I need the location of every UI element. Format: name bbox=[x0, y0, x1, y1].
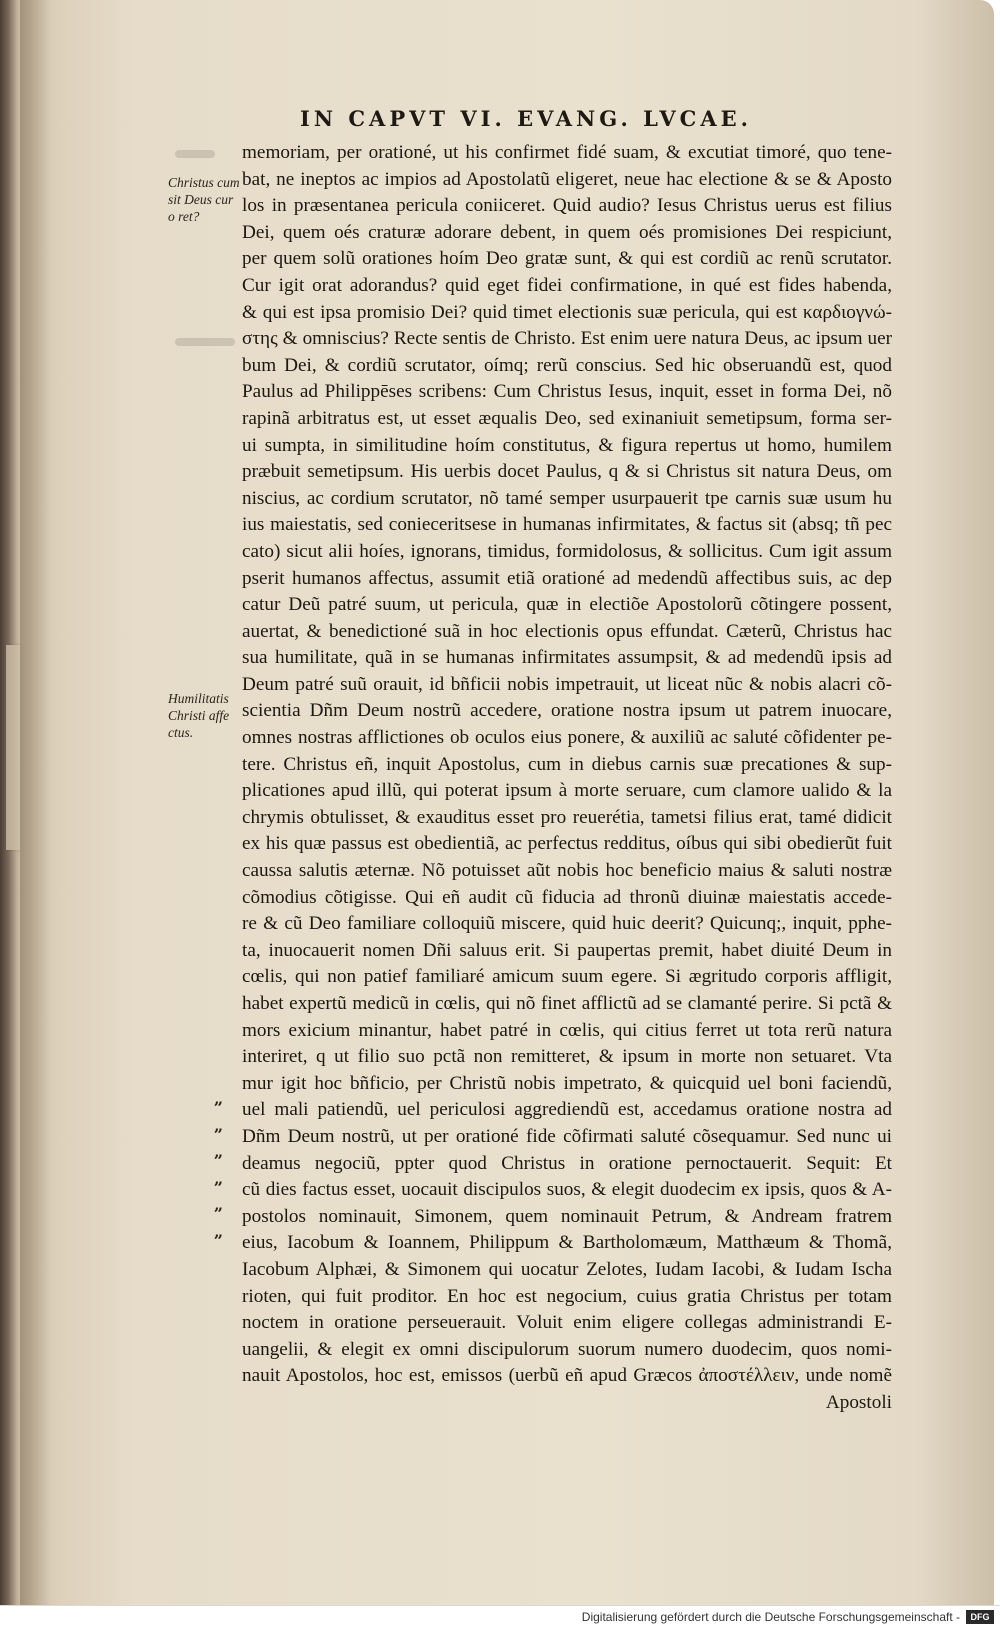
show-through-mark bbox=[175, 338, 235, 346]
text-line: caussa salutis æternæ. Nõ potuisset aũt nobis hoc beneficio maius & saluti nostræ bbox=[242, 860, 892, 882]
dfg-logo: DFG bbox=[966, 1610, 994, 1624]
text-line: auertat, & benedictioné suã in hoc electionis opus effundat. Cæterũ, Christus hac bbox=[242, 620, 892, 642]
text-line: sua humilitate, quã in se humanas infirmitates assumpsit, & ad medendũ ipsis ad bbox=[242, 647, 892, 669]
quotation-mark: „ bbox=[214, 1222, 224, 1241]
text-line: & qui est ipsa promisio Dei? quid timet electionis suæ pericula, qui est καρδιογνώ- bbox=[242, 301, 892, 323]
text-line: habet expertũ medicũ in cœlis, qui nõ finet afflictũ ad se clamanté perire. Si pctã & bbox=[242, 993, 892, 1014]
text-line: Dei, quem oés craturæ adorare debent, in quem oés promisiones Dei respiciunt, bbox=[242, 221, 892, 243]
gutter-shadow bbox=[20, 0, 50, 1605]
body-text bbox=[242, 140, 892, 1417]
text-line: memoriam, per orationé, ut his confirmet fidé suam, & excutiat timoré, quo tene- bbox=[242, 142, 892, 163]
text-line: interiret, q ut filio suo pctã non remitteret, & ipsum in morte non setuaret. Vta bbox=[242, 1046, 892, 1068]
digitization-footer bbox=[0, 1605, 1000, 1629]
text-line: uel mali patiendũ, uel periculosi aggrediendũ est, accedamus oratione nostra ad bbox=[242, 1099, 892, 1121]
quotation-mark: „ bbox=[214, 1195, 224, 1214]
text-line: Cur igit orat adorandus? quid eget fidei confirmatione, in qué est fides habenda, bbox=[242, 274, 892, 296]
margin-note-christus: Christus cum sit Deus cur o ret? bbox=[168, 175, 240, 224]
text-line: niscius, ac cordium scrutator, nõ tamé semper usurpauerit tpe carnis suæ usum hu bbox=[242, 487, 892, 509]
quotation-mark: „ bbox=[214, 1116, 224, 1135]
text-line: ui sumpta, in similitudine hoím constitutus, & figura repertus ut homo, humilem bbox=[242, 434, 892, 456]
text-line: Deum patré suũ orauit, id bñficii nobis impetrauit, ut liceat nũc & nobis alacri cõ- bbox=[242, 673, 892, 695]
margin-note-humilitatis: Humilitatis Christi affe ctus. bbox=[168, 691, 230, 740]
text-line: los in præsentanea pericula coniiceret. Quid audio? Iesus Christus uerus est filius bbox=[242, 195, 892, 217]
text-line: uangelii, & elegit ex omni discipulorum suorum numero duodecim, quos nomi- bbox=[242, 1338, 892, 1360]
text-line: bat, ne ineptos ac impios ad Apostolatũ eligeret, neue hac electione & se & Aposto bbox=[242, 168, 892, 190]
text-line: eius, Iacobum & Ioannem, Philippum & Bartholomæum, Matthæum & Thomã, bbox=[242, 1232, 892, 1254]
text-line: mors exicium minantur, habet patré in cœlis, qui citius ferret ut tota rerũ natura bbox=[242, 1019, 892, 1041]
text-line: rioten, qui fuit proditor. En hoc est negocium, cuius gratia Christus per totam bbox=[242, 1285, 892, 1307]
text-line: cũ dies factus esset, uocauit discipulos suos, & elegit duodecim ex ipsis, quos & A- bbox=[242, 1179, 892, 1201]
text-line: nauit Apostolos, hoc est, emissos (uerbũ eñ apud Græcos ἀποστέλλειν, unde nomẽ bbox=[242, 1365, 892, 1387]
text-line: ex his quæ passus est obedientiã, ac perfectus redditus, oíbus qui sibi obedierũt fuit bbox=[242, 833, 892, 855]
text-line: ta, inuocauerit nomen Dñi saluus erit. Si paupertas premit, habet diuité Deum in bbox=[242, 939, 892, 961]
catchword: Apostoli bbox=[825, 1391, 892, 1413]
running-header: IN CAPVT VI. EVANG. LVCAE. bbox=[300, 106, 752, 131]
text-line: noctem in oratione perseuerauit. Voluit enim eligere collegas administrandi E- bbox=[242, 1312, 892, 1334]
text-line: cœlis, qui non patief familiaré amicum suum egere. Si ægritudo corporis affligit, bbox=[242, 966, 892, 988]
text-line: rapinã arbitratus est, ut esset æqualis Deo, sed exinaniuit semetipsum, forma ser- bbox=[242, 407, 892, 429]
text-line: præbuit semetipsum. His uerbis docet Paulus, q & si Christus sit natura Deus, om bbox=[242, 461, 892, 483]
text-line: scientia Dñm Deum nostrũ accedere, oratione nostra ipsum ut patrem inuocare, bbox=[242, 700, 892, 722]
text-line: στης & omniscius? Recte sentis de Christo. Est enim uere natura Deus, ac ipsum uer bbox=[242, 328, 892, 350]
funding-credit: Digitalisierung gefördert durch die Deutsche Forschungsgemeinschaft - bbox=[581, 1610, 960, 1624]
text-line: cato) sicut alii hoíes, ignorans, timidus, formidolosus, & sollicitus. Cum igit assum bbox=[242, 540, 892, 562]
text-line: omnes nostras afflictiones ob oculos eius ponere, & auxiliũ ac saluté cõfidenter pe- bbox=[242, 727, 892, 749]
text-line: deamus negociũ, ppter quod Christus in oratione pernoctauerit. Sequit: Et bbox=[242, 1152, 892, 1174]
text-line: cõmodius cõtigisse. Qui eñ audit cũ fiducia ad thronũ diuinæ maiestatis accede- bbox=[242, 886, 892, 908]
text-line: chrymis obtulisset, & exauditus esset pro reuerétia, tametsi filius erat, tamé didicit bbox=[242, 806, 892, 828]
text-line: re & cũ Deo familiare colloquiũ miscere, quid huic deerit? Quicunq;, inquit, pphe- bbox=[242, 913, 892, 935]
text-line: plicationes apud illũ, qui poterat ipsum à morte seruare, cum clamore ualido & la bbox=[242, 780, 892, 802]
text-line: Iacobum Alphæi, & Simonem qui uocatur Zelotes, Iudam Iacobi, & Iudam Ischa bbox=[242, 1258, 892, 1280]
text-line: per quem solũ orationes hoím Deo gratæ sunt, & qui est cordiũ ac renũ scrutator. bbox=[242, 248, 892, 270]
text-line: bum Dei, & cordiũ scrutator, oímq; rerũ conscius. Sed hic obseruandũ est, quod bbox=[242, 354, 892, 376]
text-line: catur Deũ patré suum, ut pericula, quæ in electiõe Apostolorũ cõtingere possent, bbox=[242, 594, 892, 616]
text-line: Paulus ad Philippēses scribens: Cum Christus Iesus, inquit, esset in forma Dei, nõ bbox=[242, 381, 892, 403]
text-line: Dñm Deum nostrũ, ut per orationé fide cõfirmati saluté cõsequamur. Sed nunc ui bbox=[242, 1125, 892, 1147]
text-line: tere. Christus eñ, inquit Apostolus, cum in diebus carnis suæ precationes & sup- bbox=[242, 753, 892, 775]
quotation-mark: „ bbox=[214, 1142, 224, 1161]
text-line: pserit humanos affectus, assumit etiã orationé ad medendũ affectibus suis, ac dep bbox=[242, 567, 892, 589]
show-through-mark bbox=[175, 150, 215, 158]
text-line: ius maiestatis, sed conieceritsese in humanas infirmitates, & factus sit (absq; tñ pec bbox=[242, 514, 892, 536]
quotation-mark: „ bbox=[214, 1089, 224, 1108]
quotation-mark: „ bbox=[214, 1169, 224, 1188]
text-line: mur igit hoc bñficio, per Christũ nobis impetrato, & quicquid uel boni faciendũ, bbox=[242, 1072, 892, 1094]
text-line: postolos nominauit, Simonem, quem nominauit Petrum, & Andream fratrem bbox=[242, 1205, 892, 1227]
